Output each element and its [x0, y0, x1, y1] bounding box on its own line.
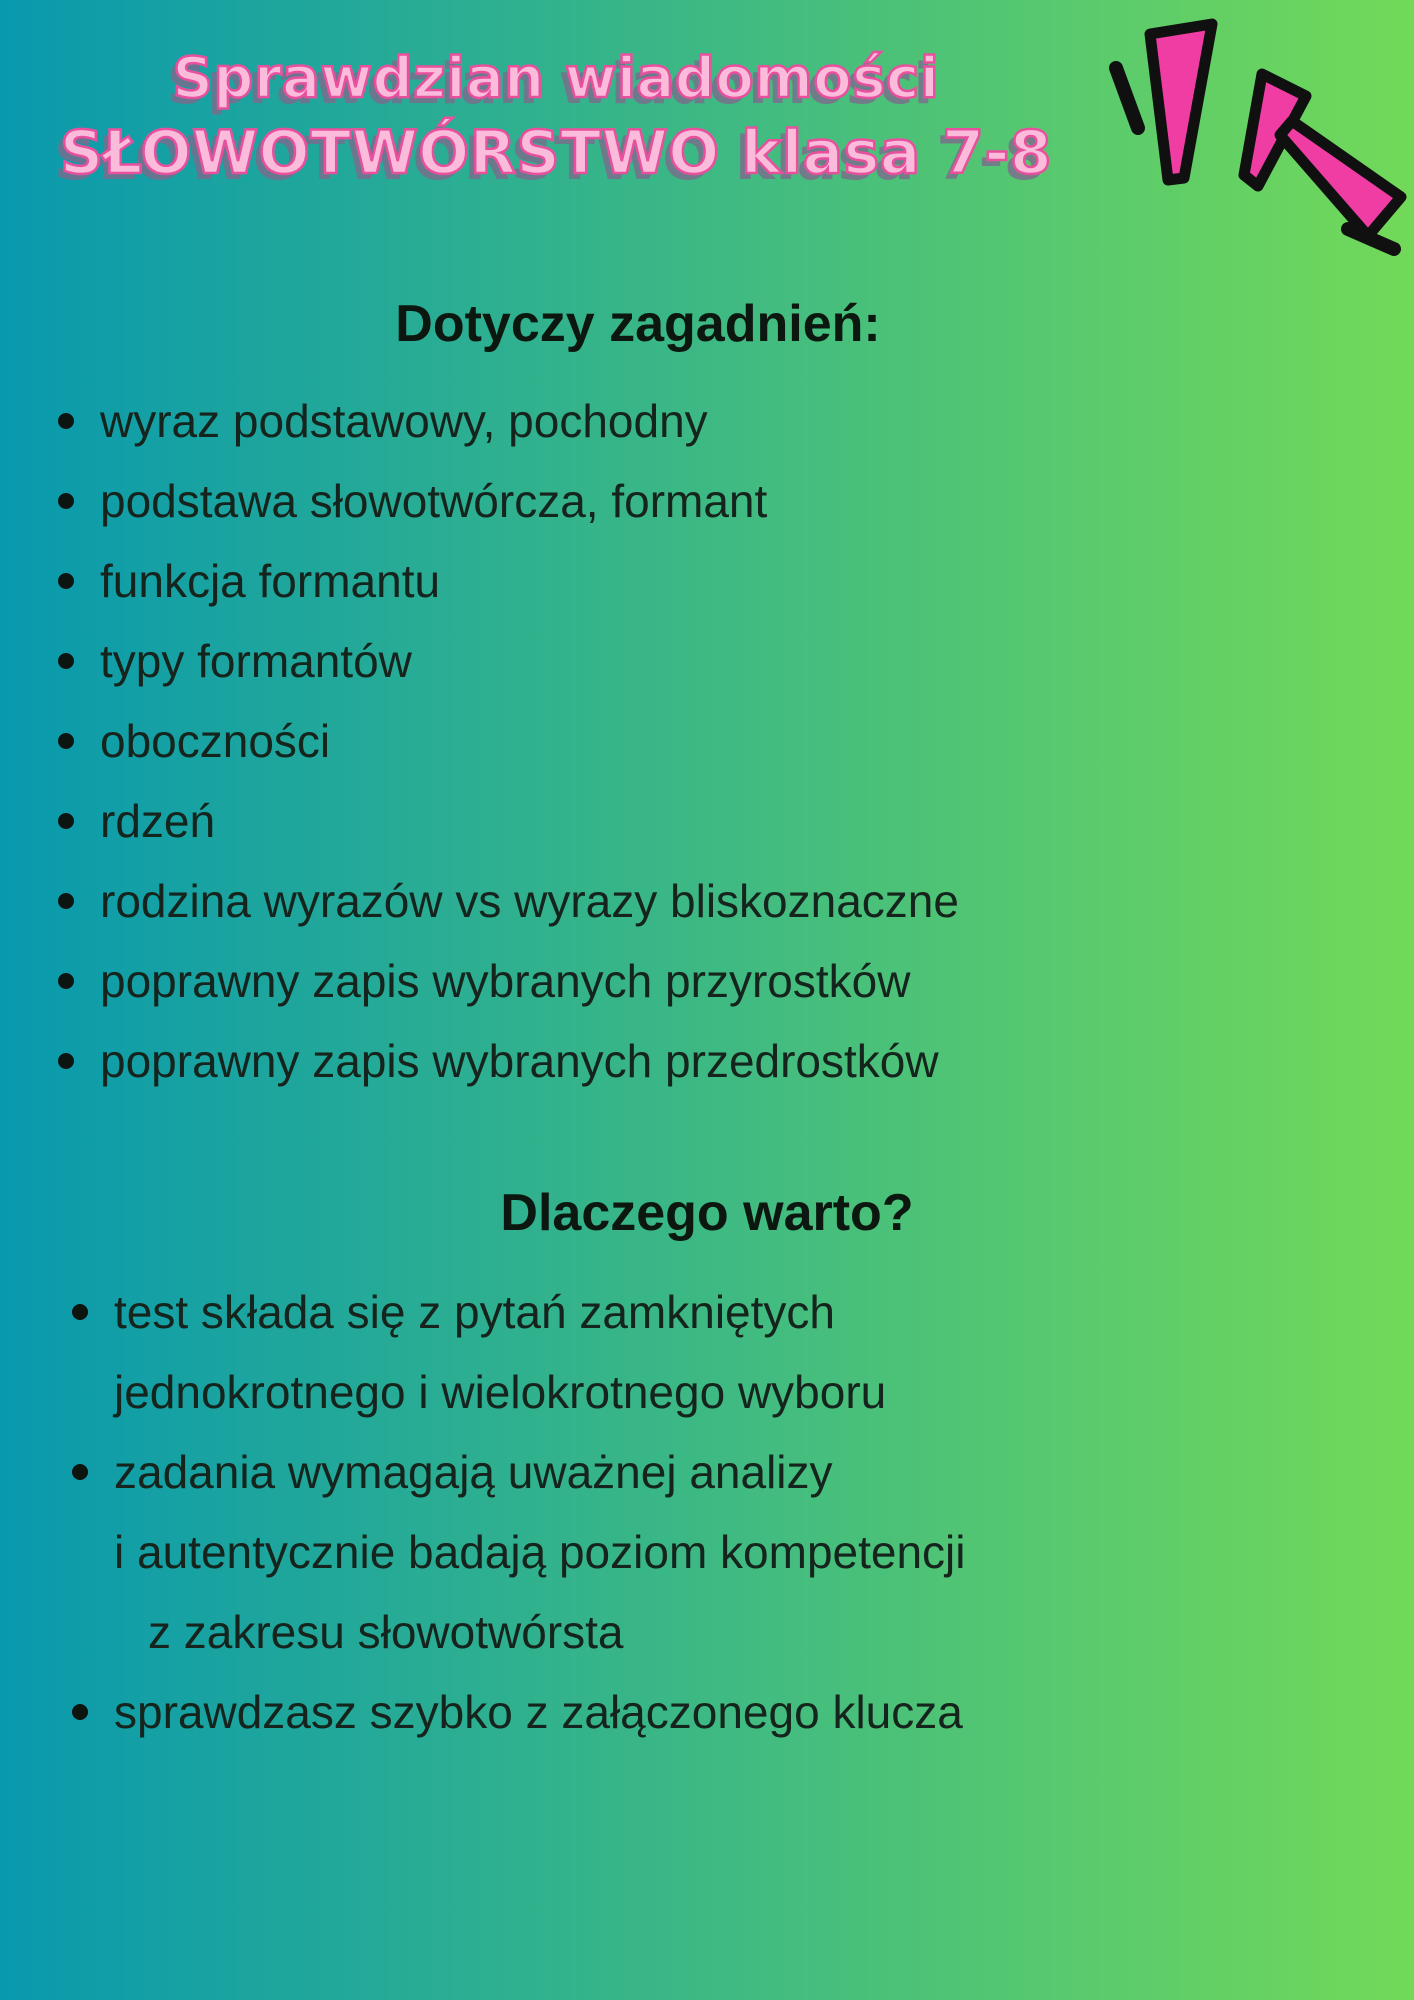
burst-ray-left: [1116, 68, 1138, 128]
bullet-dot: [72, 1304, 88, 1320]
topics-list: [0, 381, 1414, 1101]
list-item-line: z zakresu słowotwórsta: [148, 1606, 624, 1658]
list-item-line: sprawdzasz szybko z załączonego klucza: [114, 1686, 963, 1738]
list-item: [58, 461, 1414, 541]
bullet-dot: [58, 733, 74, 749]
list-item-line: oboczności: [100, 715, 331, 767]
list-item-line: poprawny zapis wybranych przyrostków: [100, 955, 911, 1007]
list-item: [72, 1432, 1414, 1672]
list-item: [58, 701, 1414, 781]
bullet-dot: [72, 1704, 88, 1720]
bullet-dot: [58, 413, 74, 429]
exclamation-burst-icon: [1094, 16, 1412, 266]
list-item-line: i autentycznie badają poziom kompetencji: [114, 1526, 966, 1578]
list-item-line: wyraz podstawowy, pochodny: [100, 395, 708, 447]
list-item: [58, 381, 1414, 461]
list-item-line: poprawny zapis wybranych przedrostków: [100, 1035, 939, 1087]
section-heading-why: Dlaczego warto?: [500, 1184, 914, 1242]
why-list: [0, 1272, 1414, 1752]
bullet-dot: [58, 813, 74, 829]
list-item: [58, 941, 1414, 1021]
list-item-line: zadania wymagają uważnej analizy: [114, 1446, 833, 1498]
title-line-1: Sprawdzian wiadomości: [172, 46, 940, 111]
list-item: [72, 1272, 1414, 1432]
list-item-line: funkcja formantu: [100, 555, 441, 607]
burst-ray-bottom: [1348, 229, 1394, 249]
section-heading-topics: Dotyczy zagadnień:: [395, 295, 881, 353]
bullet-dot: [58, 493, 74, 509]
bullet-dot: [58, 973, 74, 989]
list-item-line: rodzina wyrazów vs wyrazy bliskoznaczne: [100, 875, 959, 927]
list-item: [58, 621, 1414, 701]
page-title: [0, 0, 1112, 192]
bullet-dot: [58, 653, 74, 669]
burst-wedge-1: [1150, 24, 1212, 180]
list-item-line: test składa się z pytań zamkniętych: [114, 1286, 835, 1338]
bullet-dot: [72, 1464, 88, 1480]
list-item: [58, 781, 1414, 861]
bullet-dot: [58, 1053, 74, 1069]
bullet-dot: [58, 573, 74, 589]
list-item-line: jednokrotnego i wielokrotnego wyboru: [114, 1366, 887, 1418]
list-item: [58, 861, 1414, 941]
list-item: [72, 1672, 1414, 1752]
list-item: [58, 1021, 1414, 1101]
list-item-line: rdzeń: [100, 795, 216, 847]
title-line-2: SŁOWOTWÓRSTWO klasa 7-8: [59, 118, 1053, 188]
list-item-line: typy formantów: [100, 635, 412, 687]
list-item-line: podstawa słowotwórcza, formant: [100, 475, 768, 527]
bullet-dot: [58, 893, 74, 909]
list-item: [58, 541, 1414, 621]
burst-wedge-3: [1280, 121, 1401, 236]
